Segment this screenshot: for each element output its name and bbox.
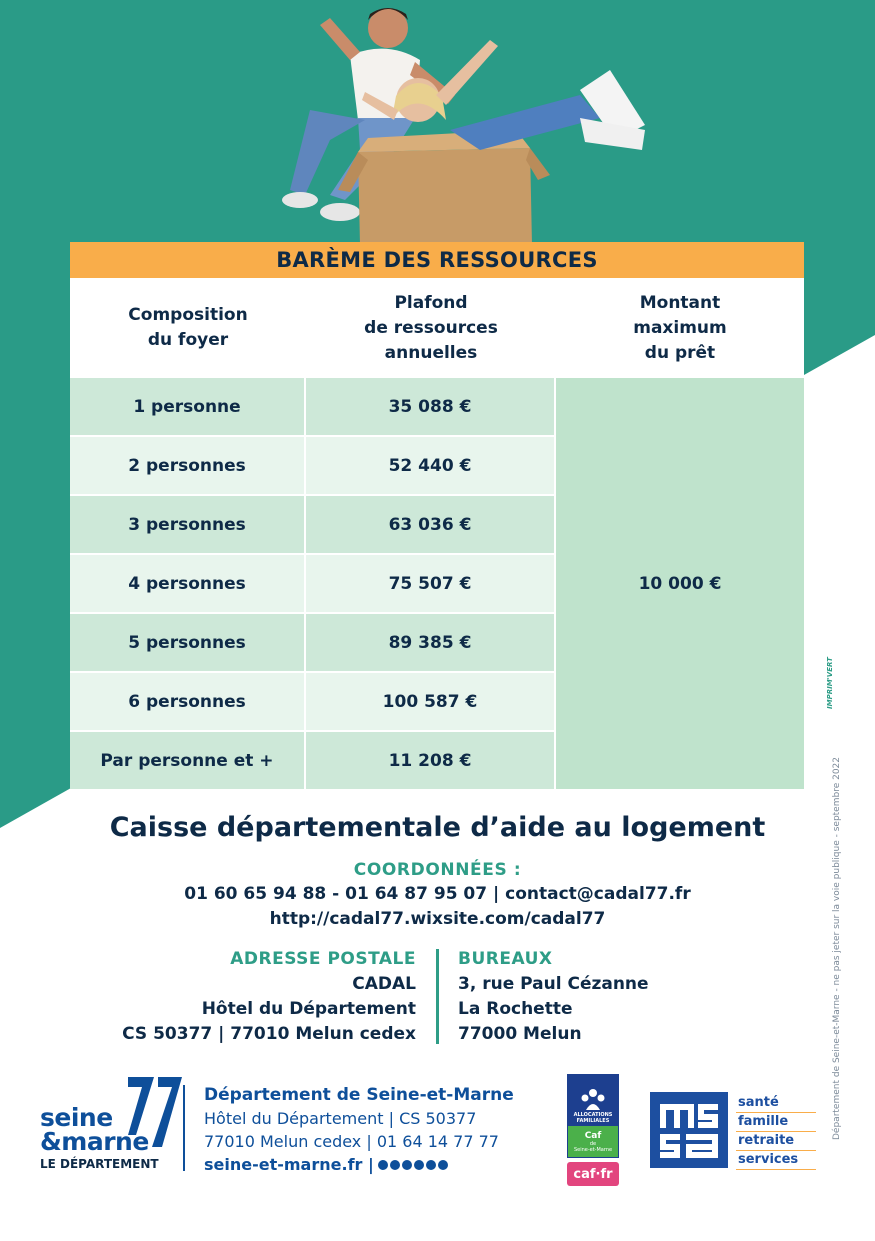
cell-composition: 3 personnes bbox=[70, 496, 306, 553]
table-row bbox=[70, 732, 556, 789]
logo-marne-text: &marne bbox=[40, 1127, 149, 1156]
cell-montant-max: 10 000 € bbox=[556, 378, 804, 789]
caf-fr-badge[interactable]: caf·fr bbox=[567, 1162, 619, 1186]
hero-illustration bbox=[250, 0, 650, 250]
table-row bbox=[70, 496, 556, 553]
cell-plafond: 11 208 € bbox=[306, 732, 556, 789]
postal-line: CS 50377 | 77010 Melun cedex bbox=[122, 1024, 416, 1044]
caf-families-text: ALLOCATIONS FAMILIALES bbox=[573, 1112, 613, 1124]
departement-phone: 77010 Melun cedex | 01 64 14 77 77 bbox=[204, 1132, 499, 1151]
cell-plafond: 100 587 € bbox=[306, 673, 556, 730]
table-header bbox=[70, 278, 804, 378]
departement-address: Hôtel du Département | CS 50377 bbox=[204, 1109, 477, 1128]
address-divider bbox=[436, 949, 439, 1044]
cell-composition: 4 personnes bbox=[70, 555, 306, 612]
cell-plafond: 63 036 € bbox=[306, 496, 556, 553]
msa-line: retraite bbox=[736, 1132, 816, 1151]
cell-plafond: 35 088 € bbox=[306, 378, 556, 435]
cell-plafond: 52 440 € bbox=[306, 437, 556, 494]
caisse-title: Caisse départementale d’aide au logement bbox=[109, 812, 766, 843]
footer-separator bbox=[183, 1085, 185, 1171]
cell-plafond: 89 385 € bbox=[306, 614, 556, 671]
header-plafond: Plafond de ressources annuelles bbox=[364, 292, 498, 363]
social-icons bbox=[378, 1160, 448, 1170]
table-row bbox=[70, 555, 556, 612]
departement-website-text[interactable]: seine-et-marne.fr | bbox=[204, 1155, 374, 1174]
msa-line: santé bbox=[736, 1094, 816, 1113]
caf-word: Caf bbox=[584, 1130, 602, 1141]
cell-composition: 1 personne bbox=[70, 378, 306, 435]
coordinates-label: COORDONNÉES : bbox=[353, 860, 522, 880]
cell-plafond: 75 507 € bbox=[306, 555, 556, 612]
phones-email[interactable]: 01 60 65 94 88 - 01 64 87 95 07 | contact@cadal77.fr bbox=[184, 884, 691, 904]
table-body bbox=[70, 378, 804, 789]
bureaux-line: 3, rue Paul Cézanne bbox=[458, 974, 649, 994]
logo-departement-text: LE DÉPARTEMENT bbox=[40, 1157, 159, 1171]
header-montant: Montant maximum du prêt bbox=[633, 292, 727, 363]
postal-label: ADRESSE POSTALE bbox=[230, 949, 416, 969]
caf-logo bbox=[567, 1074, 619, 1188]
cell-composition: 2 personnes bbox=[70, 437, 306, 494]
caf-family-icon bbox=[580, 1088, 606, 1112]
departement-info bbox=[204, 1083, 514, 1177]
office-address bbox=[458, 947, 649, 1047]
linkedin-icon[interactable] bbox=[438, 1160, 448, 1170]
facebook-icon[interactable] bbox=[378, 1160, 388, 1170]
table-row bbox=[70, 378, 556, 435]
msa-logo-icon bbox=[650, 1092, 728, 1168]
caf-de: de bbox=[589, 1140, 597, 1147]
table-row bbox=[70, 437, 556, 494]
bureaux-label: BUREAUX bbox=[458, 949, 553, 969]
msa-line: services bbox=[736, 1151, 816, 1170]
imprim-vert-label: IMPRIM'VERT bbox=[826, 657, 834, 709]
postal-line: CADAL bbox=[352, 974, 416, 994]
bureaux-line: 77000 Melun bbox=[458, 1024, 582, 1044]
caf-region: Seine-et-Marne bbox=[573, 1146, 613, 1153]
caf-badge bbox=[567, 1074, 619, 1158]
header-composition: Composition du foyer bbox=[128, 305, 248, 350]
postal-address bbox=[122, 947, 416, 1047]
resources-table bbox=[70, 242, 804, 789]
cell-composition: 5 personnes bbox=[70, 614, 306, 671]
logo-seine-text: seine bbox=[40, 1103, 113, 1132]
bureaux-line: La Rochette bbox=[458, 999, 573, 1019]
instagram-icon[interactable] bbox=[414, 1160, 424, 1170]
table-row bbox=[70, 614, 556, 671]
website-link[interactable]: http://cadal77.wixsite.com/cadal77 bbox=[269, 909, 606, 929]
side-legal-note: Département de Seine-et-Marne - ne pas jeter sur la voie publique - septembre 2022 bbox=[832, 756, 842, 1140]
msa-line: famille bbox=[736, 1113, 816, 1132]
postal-line: Hôtel du Département bbox=[201, 999, 416, 1019]
cell-composition: Par personne et + bbox=[70, 732, 306, 789]
table-title: BARÈME DES RESSOURCES bbox=[70, 242, 804, 278]
cell-composition: 6 personnes bbox=[70, 673, 306, 730]
table-row bbox=[70, 673, 556, 730]
flickr-icon[interactable] bbox=[402, 1160, 412, 1170]
departement-title: Département de Seine-et-Marne bbox=[204, 1085, 514, 1105]
twitter-icon[interactable] bbox=[390, 1160, 400, 1170]
youtube-icon[interactable] bbox=[426, 1160, 436, 1170]
departement-website[interactable] bbox=[204, 1153, 514, 1177]
msa-tagline bbox=[736, 1094, 816, 1170]
